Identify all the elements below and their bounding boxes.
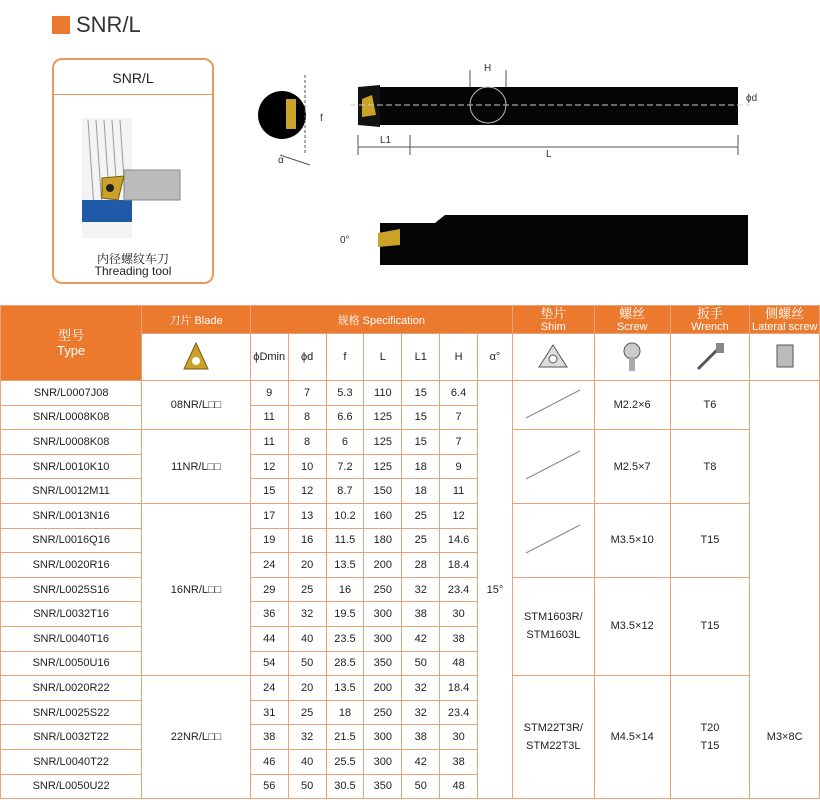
screw-cell: M3.5×12 <box>594 577 670 675</box>
sub-dmin: ϕDmin <box>250 334 288 381</box>
spec-cell: 29 <box>250 577 288 602</box>
spec-cell: 18.4 <box>440 676 478 701</box>
spec-cell: 32 <box>402 700 440 725</box>
spec-cell: 8.7 <box>326 479 364 504</box>
divider <box>54 94 212 95</box>
caption-cn: 内径螺纹车刀 <box>96 252 169 266</box>
shim-line: STM1603R/ <box>523 611 583 624</box>
col-wrench: 扳手 Wrench <box>670 306 750 334</box>
spec-cell: 15 <box>402 430 440 455</box>
spec-cell: 18 <box>402 454 440 479</box>
spec-cell: 200 <box>364 553 402 578</box>
type-cell: SNR/L0040T16 <box>1 626 142 651</box>
shim-icon <box>512 334 594 381</box>
spec-cell: 9 <box>250 381 288 406</box>
spec-cell: 350 <box>364 651 402 676</box>
spec-cell: 25.5 <box>326 749 364 774</box>
screw-cell: M4.5×14 <box>594 676 670 799</box>
blade-cell: 11NR/L□□ <box>142 430 251 504</box>
spec-cell: 54 <box>250 651 288 676</box>
wrench-cell <box>670 676 750 799</box>
blade-cell: 08NR/L□□ <box>142 381 251 430</box>
spec-cell: 48 <box>440 651 478 676</box>
spec-cell: 23.4 <box>440 700 478 725</box>
spec-cell: 56 <box>250 774 288 799</box>
spec-cell: 50 <box>402 651 440 676</box>
spec-cell: 7 <box>440 430 478 455</box>
table-row <box>1 430 820 455</box>
title-marker <box>52 16 70 34</box>
sub-l: L <box>364 334 402 381</box>
spec-cell: 19.5 <box>326 602 364 627</box>
sub-d: ϕd <box>288 334 326 381</box>
spec-cell: 46 <box>250 749 288 774</box>
spec-cell: 20 <box>288 676 326 701</box>
spec-cell: 12 <box>288 479 326 504</box>
spec-cell: 7 <box>440 405 478 430</box>
spec-cell: 50 <box>402 774 440 799</box>
spec-cell: 15 <box>250 479 288 504</box>
spec-cell: 24 <box>250 553 288 578</box>
d-label: ϕd <box>746 93 758 104</box>
spec-cell: 125 <box>364 454 402 479</box>
spec-cell: 40 <box>288 626 326 651</box>
type-cell: SNR/L0032T16 <box>1 602 142 627</box>
tool-card-title: SNR/L <box>112 70 154 86</box>
tool-bar <box>358 87 738 125</box>
col-blade: 刀片 Blade <box>142 306 251 334</box>
spec-cell: 11 <box>250 405 288 430</box>
table-row <box>1 381 820 406</box>
type-cell: SNR/L0020R16 <box>1 553 142 578</box>
spec-cell: 300 <box>364 602 402 627</box>
spec-cell: 32 <box>288 602 326 627</box>
spec-cell: 44 <box>250 626 288 651</box>
spec-cell: 25 <box>402 528 440 553</box>
blade-cell: 22NR/L□□ <box>142 676 251 799</box>
alpha-cell: 15° <box>478 381 513 799</box>
front-view <box>258 91 306 139</box>
type-cell: SNR/L0013N16 <box>1 503 142 528</box>
col-spec: 规格 Specification <box>250 306 512 334</box>
spec-cell: 300 <box>364 725 402 750</box>
page-header <box>52 12 141 38</box>
spec-cell: 50 <box>288 651 326 676</box>
blade-cell: 16NR/L□□ <box>142 503 251 675</box>
col-screw: 螺丝 Screw <box>594 306 670 334</box>
alpha-label: α <box>278 155 284 166</box>
screw-cell: M2.5×7 <box>594 430 670 504</box>
spec-cell: 23.4 <box>440 577 478 602</box>
wrench-cell: T6 <box>670 381 750 430</box>
spec-cell: 23.5 <box>326 626 364 651</box>
lateral-blank-cell <box>750 381 820 676</box>
spec-cell: 11.5 <box>326 528 364 553</box>
spec-cell: 13 <box>288 503 326 528</box>
type-cell: SNR/L0040T22 <box>1 749 142 774</box>
spec-cell: 150 <box>364 479 402 504</box>
col-type: 型号 Type <box>1 306 142 381</box>
type-cell: SNR/L0032T22 <box>1 725 142 750</box>
zero-label: 0° <box>340 235 350 246</box>
spec-cell: 15 <box>402 381 440 406</box>
caption-en: Threading tool <box>94 264 172 278</box>
specification-table <box>0 305 820 799</box>
spec-cell: 42 <box>402 749 440 774</box>
spec-cell: 8 <box>288 405 326 430</box>
spec-cell: 11 <box>250 430 288 455</box>
spec-cell: 38 <box>440 749 478 774</box>
spec-cell: 110 <box>364 381 402 406</box>
spec-cell: 6.4 <box>440 381 478 406</box>
screw-cell: M3.5×10 <box>594 503 670 577</box>
spec-cell: 12 <box>440 503 478 528</box>
spec-cell: 18 <box>326 700 364 725</box>
lateral-cell: M3×8C <box>750 676 820 799</box>
spec-cell: 13.5 <box>326 676 364 701</box>
spec-cell: 11 <box>440 479 478 504</box>
type-cell: SNR/L0010K10 <box>1 454 142 479</box>
spec-cell: 25 <box>288 700 326 725</box>
f-label: f <box>320 113 323 124</box>
spec-cell: 15 <box>402 405 440 430</box>
spec-cell: 42 <box>402 626 440 651</box>
type-cell: SNR/L0007J08 <box>1 381 142 406</box>
type-cell: SNR/L0008K08 <box>1 405 142 430</box>
spec-cell: 180 <box>364 528 402 553</box>
shim-line: STM1603L <box>526 629 581 642</box>
spec-cell: 5.3 <box>326 381 364 406</box>
shim-none-cell <box>512 430 594 504</box>
type-cell: SNR/L0020R22 <box>1 676 142 701</box>
threading-tool-illustration <box>54 98 212 248</box>
side-view-bar <box>380 215 748 265</box>
shim-cell <box>512 577 594 675</box>
wrench-cell: T8 <box>670 430 750 504</box>
spec-cell: 32 <box>288 725 326 750</box>
spec-cell: 7 <box>288 381 326 406</box>
spec-cell: 17 <box>250 503 288 528</box>
spec-cell: 10 <box>288 454 326 479</box>
type-cell: SNR/L0025S16 <box>1 577 142 602</box>
spec-cell: 7.2 <box>326 454 364 479</box>
spec-cell: 31 <box>250 700 288 725</box>
spec-cell: 160 <box>364 503 402 528</box>
sub-f: f <box>326 334 364 381</box>
table-row <box>1 676 820 701</box>
technical-drawings <box>250 55 760 285</box>
sub-alpha: α° <box>478 334 513 381</box>
spec-cell: 200 <box>364 676 402 701</box>
table-row <box>1 503 820 528</box>
spec-cell: 18 <box>402 479 440 504</box>
spec-cell: 38 <box>440 626 478 651</box>
type-cell: SNR/L0025S22 <box>1 700 142 725</box>
type-cell: SNR/L0050U16 <box>1 651 142 676</box>
tool-preview-card <box>52 58 214 284</box>
sub-h: H <box>440 334 478 381</box>
spec-cell: 32 <box>402 676 440 701</box>
spec-cell: 6 <box>326 430 364 455</box>
l-label: L <box>546 149 552 160</box>
shim-line: STM22T3R/ <box>523 722 583 735</box>
shim-cell <box>512 676 594 799</box>
spec-cell: 25 <box>402 503 440 528</box>
wrench-cell: T15 <box>670 503 750 577</box>
spec-cell: 14.6 <box>440 528 478 553</box>
spec-cell: 28 <box>402 553 440 578</box>
type-cell: SNR/L0008K08 <box>1 430 142 455</box>
spec-cell: 38 <box>402 602 440 627</box>
spec-cell: 50 <box>288 774 326 799</box>
spec-cell: 30 <box>440 602 478 627</box>
wrench-icon <box>670 334 750 381</box>
spec-cell: 12 <box>250 454 288 479</box>
screw-icon <box>594 334 670 381</box>
spec-cell: 25 <box>288 577 326 602</box>
type-cell: SNR/L0050U22 <box>1 774 142 799</box>
spec-cell: 16 <box>288 528 326 553</box>
col-lateral: 侧螺丝 Lateral screw <box>750 306 820 334</box>
spec-cell: 30 <box>440 725 478 750</box>
shim-none-cell <box>512 381 594 430</box>
wrench-cell: T15 <box>670 577 750 675</box>
spec-cell: 300 <box>364 626 402 651</box>
spec-cell: 30.5 <box>326 774 364 799</box>
screw-cell: M2.2×6 <box>594 381 670 430</box>
spec-cell: 20 <box>288 553 326 578</box>
spec-cell: 21.5 <box>326 725 364 750</box>
shim-line: STM22T3L <box>526 740 581 753</box>
h-label: H <box>484 63 492 74</box>
spec-cell: 38 <box>402 725 440 750</box>
spec-cell: 19 <box>250 528 288 553</box>
spec-cell: 9 <box>440 454 478 479</box>
l1-label: L1 <box>380 135 392 146</box>
page-title: SNR/L <box>76 12 141 37</box>
spec-cell: 13.5 <box>326 553 364 578</box>
spec-cell: 36 <box>250 602 288 627</box>
spec-cell: 16 <box>326 577 364 602</box>
spec-cell: 350 <box>364 774 402 799</box>
spec-cell: 6.6 <box>326 405 364 430</box>
shim-none-cell <box>512 503 594 577</box>
spec-cell: 125 <box>364 430 402 455</box>
spec-cell: 125 <box>364 405 402 430</box>
table-row <box>1 577 820 602</box>
sub-l1: L1 <box>402 334 440 381</box>
spec-cell: 250 <box>364 700 402 725</box>
blade-icon <box>142 334 251 381</box>
spec-cell: 48 <box>440 774 478 799</box>
spec-cell: 10.2 <box>326 503 364 528</box>
type-cell: SNR/L0012M11 <box>1 479 142 504</box>
spec-cell: 28.5 <box>326 651 364 676</box>
spec-cell: 40 <box>288 749 326 774</box>
spec-cell: 8 <box>288 430 326 455</box>
col-shim: 垫片 Shim <box>512 306 594 334</box>
spec-cell: 38 <box>250 725 288 750</box>
spec-cell: 18.4 <box>440 553 478 578</box>
spec-cell: 250 <box>364 577 402 602</box>
spec-cell: 24 <box>250 676 288 701</box>
lateral-screw-icon <box>750 334 820 381</box>
wrench-line: T20 <box>700 722 720 735</box>
type-cell: SNR/L0016Q16 <box>1 528 142 553</box>
wrench-line: T15 <box>700 740 720 753</box>
spec-cell: 300 <box>364 749 402 774</box>
spec-cell: 32 <box>402 577 440 602</box>
